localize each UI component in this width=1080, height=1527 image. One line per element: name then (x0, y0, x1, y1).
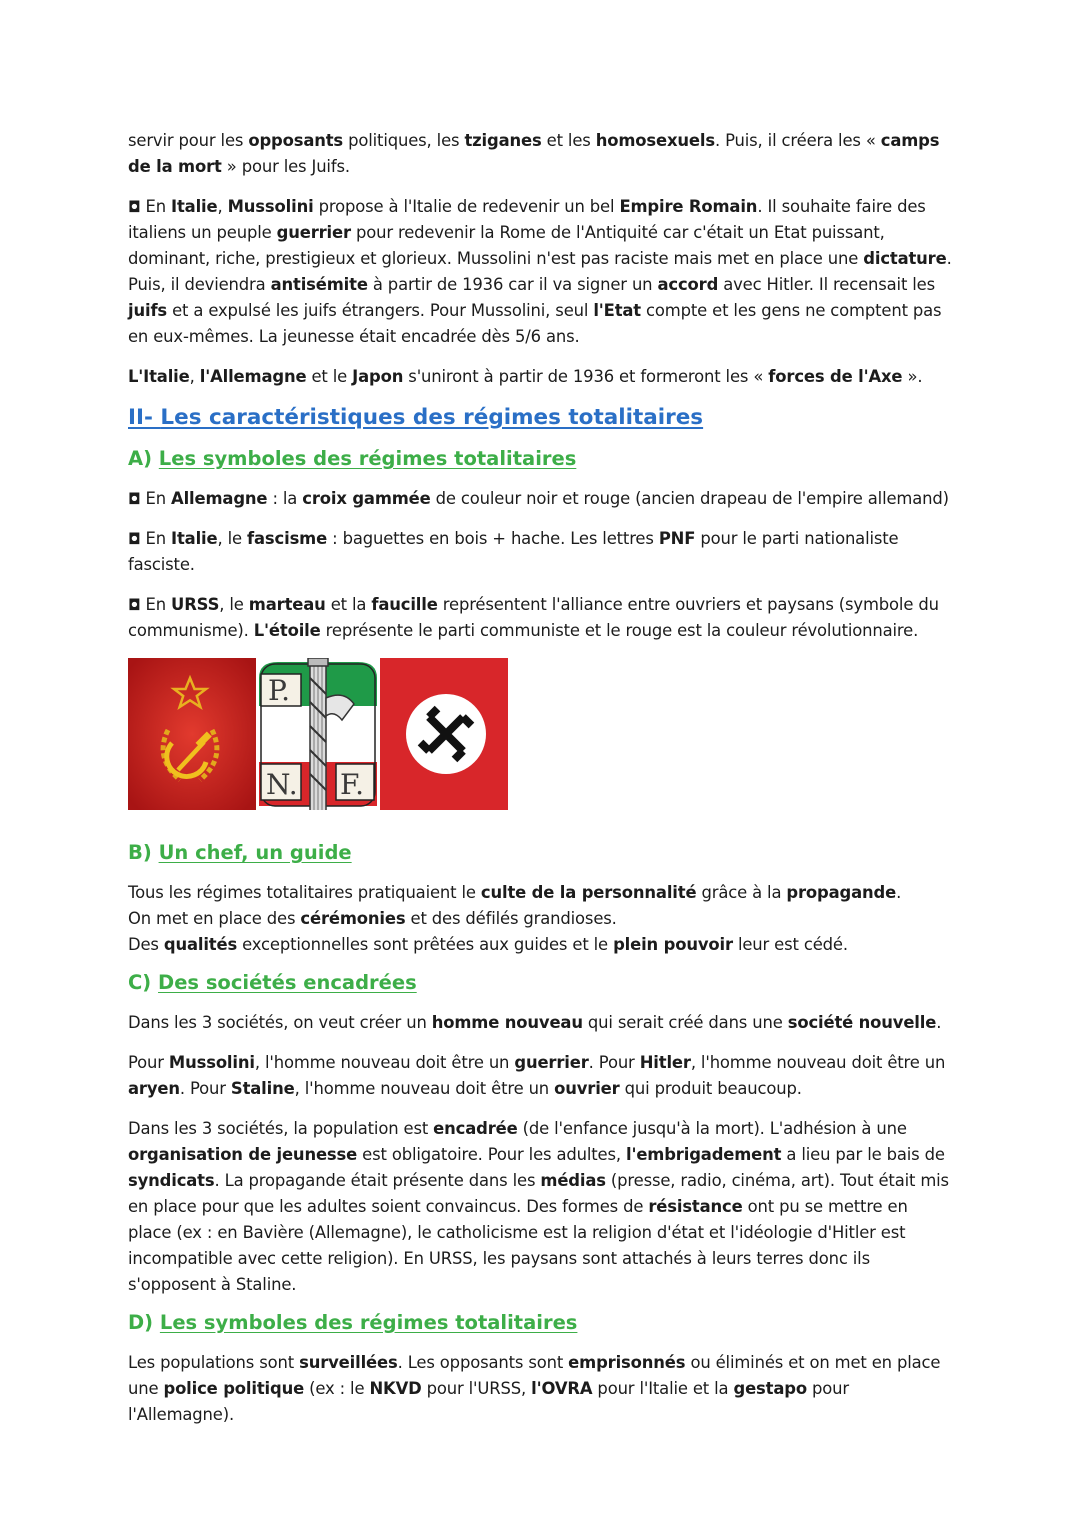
subheading-c: C) Des sociétés encadrées (128, 971, 417, 994)
bullet-square: ◘ (128, 596, 141, 614)
subheading-b: B) Un chef, un guide (128, 841, 352, 864)
paragraph-encadrement: Dans les 3 sociétés, la population est encadrée (de l'enfance jusqu'à la mort). L'adhésion à une organisation de jeunesse est obligatoire. Pour les adultes, l'embrigadement a lieu par le bais de syndicats. La propagande était présente dans les médias (presse, radio, cinéma, art). Tout était mis en place pour que les adultes soient convaincus. Des formes de résistance ont pu se mettre en place (ex : en Bavière (Allemagne), le catholicisme est la religion d'état et l'idéologie d'Hitler est incompatible avec cette religion). En URSS, les paysans sont attachés à leurs terres donc ils s'opposent à Staline. (128, 1119, 949, 1294)
paragraph-axe: L'Italie, l'Allemagne et le Japon s'uniront à partir de 1936 et formeront les « forces de l'Axe ». (128, 367, 923, 386)
paragraph-allemagne-symbole: ◘ En Allemagne : la croix gammée de couleur noir et rouge (ancien drapeau de l'empire allemand) (128, 489, 949, 508)
bullet-square: ◘ (128, 530, 141, 548)
pnf-letter-f: F. (340, 768, 364, 801)
paragraph-chefs: Pour Mussolini, l'homme nouveau doit être un guerrier. Pour Hitler, l'homme nouveau doit être un aryen. Pour Staline, l'homme nouveau doit être un ouvrier qui produit beaucoup. (128, 1053, 946, 1098)
pnf-letter-p: P. (268, 674, 291, 707)
section-heading-ii: II- Les caractéristiques des régimes totalitaires (128, 405, 704, 430)
paragraph-italie-mussolini: ◘ En Italie, Mussolini propose à l'Italie de redevenir un bel Empire Romain. Il souhaite faire des italiens un peuple guerrier pour redevenir la Rome de l'Antiquité car c'était un Etat puissant, dominant, riche, prestigieux et glorieux. Mussolini n'est pas raciste mais met en place une dictature. Puis, il deviendra antisémite à partir de 1936 car il va signer un accord avec Hitler. Il recensait les juifs et a expulsé les juifs étrangers. Pour Mussolini, seul l'Etat compte et les gens ne comptent pas en eux-mêmes. La jeunesse était encadrée dès 5/6 ans. (128, 197, 952, 346)
nazi-flag (380, 658, 508, 810)
flags-illustration (128, 658, 508, 810)
paragraph-camps: servir pour les opposants politiques, les tziganes et les homosexuels. Puis, il créera les « camps de la mort » pour les Juifs. (128, 131, 940, 176)
paragraph-urss-symbole: ◘ En URSS, le marteau et la faucille représentent l'alliance entre ouvriers et paysans (symbole du communisme). L'étoile représente le parti communiste et le rouge est la couleur révolutionnaire. (128, 595, 939, 640)
subheading-d: D) Les symboles des régimes totalitaires (128, 1311, 578, 1334)
paragraph-homme-nouveau: Dans les 3 sociétés, on veut créer un homme nouveau qui serait créé dans une société nouvelle. (128, 1013, 942, 1032)
flags-image (128, 658, 508, 810)
paragraph-surveillance: Les populations sont surveillées. Les opposants sont emprisonnés ou éliminés et on met en place une police politique (ex : le NKVD pour l'URSS, l'OVRA pour l'Italie et la gestapo pour l'Allemagne). (128, 1353, 941, 1424)
subheading-a: A) Les symboles des régimes totalitaires (128, 447, 577, 470)
paragraph-culte: Tous les régimes totalitaires pratiquaient le culte de la personnalité grâce à la propagande. On met en place des cérémonies et des défilés grandioses. Des qualités exceptionnelles sont prêtées aux guides et le plein pouvoir leur est cédé. (128, 883, 902, 954)
soviet-flag (128, 658, 256, 810)
bullet-square: ◘ (128, 490, 141, 508)
pnf-letter-n: N. (266, 768, 298, 801)
pnf-flag (256, 658, 380, 810)
paragraph-italie-symbole: ◘ En Italie, le fascisme : baguettes en bois + hache. Les lettres PNF pour le parti nationaliste fasciste. (128, 529, 899, 574)
document-content (128, 128, 952, 1428)
bullet-square: ◘ (128, 198, 141, 216)
